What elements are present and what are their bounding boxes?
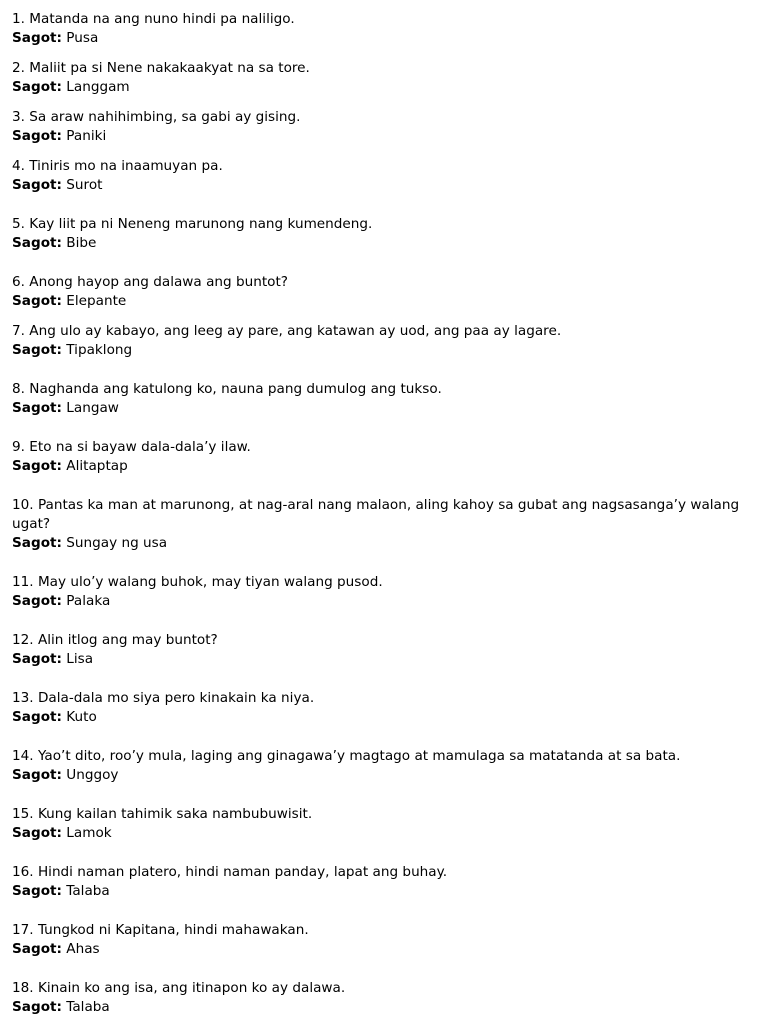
riddle-item (12, 10, 756, 48)
riddle-item (12, 805, 756, 843)
riddle-answer: Surot (66, 177, 103, 193)
riddle-question: 13. Dala-dala mo siya pero kinakain ka niya. (12, 690, 315, 706)
riddle-answer: Pusa (66, 30, 99, 46)
riddle-answer: Elepante (66, 293, 127, 309)
riddle-answer-line (12, 341, 756, 360)
answer-label: Sagot: (12, 30, 62, 46)
riddle-question: 6. Anong hayop ang dalawa ang buntot? (12, 274, 289, 290)
riddle-item (12, 863, 756, 901)
riddle-answer-line (12, 457, 756, 476)
riddle-item (12, 631, 756, 669)
riddle-answer: Alitaptap (66, 458, 128, 474)
riddle-item (12, 157, 756, 195)
riddle-answer: Sungay ng usa (66, 535, 168, 551)
riddle-question: 1. Matanda na ang nuno hindi pa naliligo. (12, 11, 295, 27)
riddle-question: 18. Kinain ko ang isa, ang itinapon ko ay dalawa. (12, 980, 346, 996)
answer-label: Sagot: (12, 235, 62, 251)
riddle-question: 11. May ulo’y walang buhok, may tiyan walang pusod. (12, 574, 383, 590)
riddle-question: 2. Maliit pa si Nene nakakaakyat na sa tore. (12, 60, 310, 76)
answer-label: Sagot: (12, 767, 62, 783)
riddle-question: 16. Hindi naman platero, hindi naman panday, lapat ang buhay. (12, 864, 448, 880)
answer-label: Sagot: (12, 941, 62, 957)
answer-label: Sagot: (12, 825, 62, 841)
riddle-answer-line (12, 234, 756, 253)
riddle-answer: Tipaklong (66, 342, 133, 358)
riddle-answer: Palaka (66, 593, 111, 609)
riddle-question: 17. Tungkod ni Kapitana, hindi mahawakan. (12, 922, 309, 938)
riddle-answer: Lisa (66, 651, 94, 667)
riddle-item (12, 921, 756, 959)
riddle-answer-line (12, 78, 756, 97)
riddle-answer-line (12, 292, 756, 311)
riddle-question: 5. Kay liit pa ni Neneng marunong nang kumendeng. (12, 216, 373, 232)
riddle-question: 4. Tiniris mo na inaamuyan pa. (12, 158, 223, 174)
riddle-item (12, 215, 756, 253)
answer-label: Sagot: (12, 79, 62, 95)
riddle-item (12, 979, 756, 1017)
riddle-answer-line (12, 592, 756, 611)
riddle-answer-line (12, 399, 756, 418)
riddle-item (12, 573, 756, 611)
answer-label: Sagot: (12, 883, 62, 899)
riddle-item (12, 59, 756, 97)
riddle-answer: Ahas (66, 941, 100, 957)
riddle-question: 3. Sa araw nahihimbing, sa gabi ay gising. (12, 109, 301, 125)
riddle-answer-line (12, 824, 756, 843)
riddle-item (12, 380, 756, 418)
answer-label: Sagot: (12, 535, 62, 551)
riddle-item (12, 747, 756, 785)
riddle-answer: Talaba (66, 999, 110, 1015)
riddle-item (12, 322, 756, 360)
answer-label: Sagot: (12, 293, 62, 309)
riddle-answer: Kuto (66, 709, 97, 725)
riddle-question: 14. Yao’t dito, roo’y mula, laging ang ginagawa’y magtago at mamulaga sa matatanda at sa bata. (12, 748, 681, 764)
riddle-item (12, 273, 756, 311)
answer-label: Sagot: (12, 651, 62, 667)
riddle-question: 10. Pantas ka man at marunong, at nag-aral nang malaon, aling kahoy sa gubat ang nagsasanga’y walang ugat? (12, 497, 740, 532)
answer-label: Sagot: (12, 400, 62, 416)
riddle-answer-line (12, 176, 756, 195)
answer-label: Sagot: (12, 128, 62, 144)
riddle-question: 12. Alin itlog ang may buntot? (12, 632, 218, 648)
riddle-answer-line (12, 708, 756, 727)
answer-label: Sagot: (12, 458, 62, 474)
answer-label: Sagot: (12, 593, 62, 609)
riddle-question: 8. Naghanda ang katulong ko, nauna pang dumulog ang tukso. (12, 381, 442, 397)
answer-label: Sagot: (12, 342, 62, 358)
riddle-item (12, 438, 756, 476)
riddle-question: 15. Kung kailan tahimik saka nambubuwisit. (12, 806, 313, 822)
riddle-answer-line (12, 127, 756, 146)
riddle-answer-line (12, 29, 756, 48)
riddle-answer-line (12, 998, 756, 1017)
riddle-item (12, 108, 756, 146)
riddle-answer-line (12, 650, 756, 669)
riddle-answer-line (12, 534, 756, 553)
riddle-answer: Paniki (66, 128, 107, 144)
riddle-answer-line (12, 940, 756, 959)
riddle-answer: Talaba (66, 883, 110, 899)
answer-label: Sagot: (12, 177, 62, 193)
answer-label: Sagot: (12, 999, 62, 1015)
riddle-answer-line (12, 766, 756, 785)
riddle-answer: Bibe (66, 235, 97, 251)
riddle-question: 9. Eto na si bayaw dala-dala’y ilaw. (12, 439, 251, 455)
riddle-answer: Unggoy (66, 767, 119, 783)
riddle-answer-line (12, 882, 756, 901)
riddle-answer: Lamok (66, 825, 112, 841)
answer-label: Sagot: (12, 709, 62, 725)
riddle-item (12, 689, 756, 727)
riddle-answer: Langaw (66, 400, 119, 416)
riddle-question: 7. Ang ulo ay kabayo, ang leeg ay pare, ang katawan ay uod, ang paa ay lagare. (12, 323, 562, 339)
riddle-item (12, 496, 756, 553)
riddle-answer: Langgam (66, 79, 130, 95)
